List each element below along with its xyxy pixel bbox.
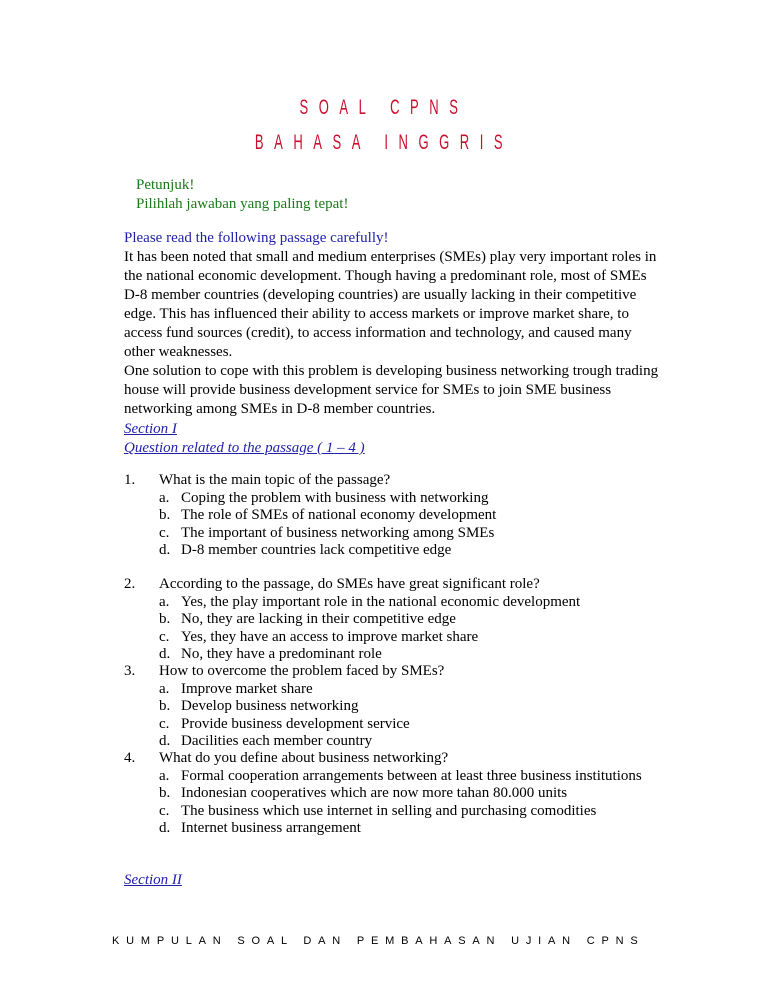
section-1-subtitle: Question related to the passage ( 1 – 4 ) — [124, 440, 365, 456]
section-1-label: Section I — [124, 421, 177, 437]
passage-heading: Please read the following passage carefully! — [124, 230, 389, 246]
answer-option: a. Formal cooperation arrangements between at least three business institutions — [159, 767, 642, 784]
question-number: 3. — [124, 663, 136, 679]
answer-option: c. Provide business development service — [159, 715, 410, 732]
answer-option: c. The business which use internet in selling and purchasing comodities — [159, 802, 597, 819]
question-number: 4. — [124, 750, 136, 766]
section-2-label: Section II — [124, 872, 182, 888]
answer-option: a. Yes, the play important role in the national economic development — [159, 593, 581, 610]
instruction-text: Pilihlah jawaban yang paling tepat! — [136, 196, 349, 212]
title-line-1: SOAL CPNS — [299, 96, 469, 119]
answer-option: d. Internet business arrangement — [159, 820, 361, 836]
answer-option: b. No, they are lacking in their competitive edge — [159, 611, 456, 627]
question-number: 2. — [124, 576, 136, 592]
question-text: According to the passage, do SMEs have great significant role? — [159, 576, 540, 592]
question-text: What do you define about business networking? — [159, 750, 449, 766]
question-1 — [124, 472, 664, 560]
passage-paragraph-2: One solution to cope with this problem is developing business networking trough trading house will provide business development service for SMEs to join SME business networking among SMEs in D-8 member countries. — [124, 363, 659, 417]
question-2 — [124, 576, 664, 664]
question-text: How to overcome the problem faced by SMEs? — [159, 663, 445, 679]
answer-option: b. The role of SMEs of national economy development — [159, 507, 497, 523]
question-text: What is the main topic of the passage? — [159, 472, 391, 488]
instruction-label: Petunjuk! — [136, 177, 195, 193]
answer-option: d. Dacilities each member country — [159, 733, 373, 749]
answer-option: d. No, they have a predominant role — [159, 646, 382, 662]
section-1-heading — [124, 420, 365, 458]
answer-option: c. The important of business networking among SMEs — [159, 524, 495, 541]
section-2-heading — [124, 871, 182, 890]
question-4 — [124, 750, 664, 838]
page-footer: KUMPULAN SOAL DAN PEMBAHASAN UJIAN CPNS — [112, 935, 645, 947]
passage-paragraph-1: It has been noted that small and medium enterprises (SMEs) play very important roles in the national economic development. Though having a predominant role, most of SMEs D-8 member countries (developing countries) are usually lacking in their competitive edge. This has influenced their ability to access markets or improve market share, to access fund sources (credit), to access information and technology, and caused many other weaknesses. — [124, 249, 657, 360]
answer-option: a. Coping the problem with business with networking — [159, 489, 489, 506]
answer-option: b. Develop business networking — [159, 698, 359, 714]
answer-option: d. D-8 member countries lack competitive edge — [159, 542, 452, 558]
answer-option: b. Indonesian cooperatives which are now more tahan 80.000 units — [159, 785, 568, 801]
question-3 — [124, 663, 664, 751]
answer-option: a. Improve market share — [159, 680, 313, 697]
title-line-2: BAHASA INGGRIS — [254, 131, 514, 154]
question-number: 1. — [124, 472, 136, 488]
answer-option: c. Yes, they have an access to improve market share — [159, 628, 479, 645]
reading-passage — [124, 229, 664, 419]
